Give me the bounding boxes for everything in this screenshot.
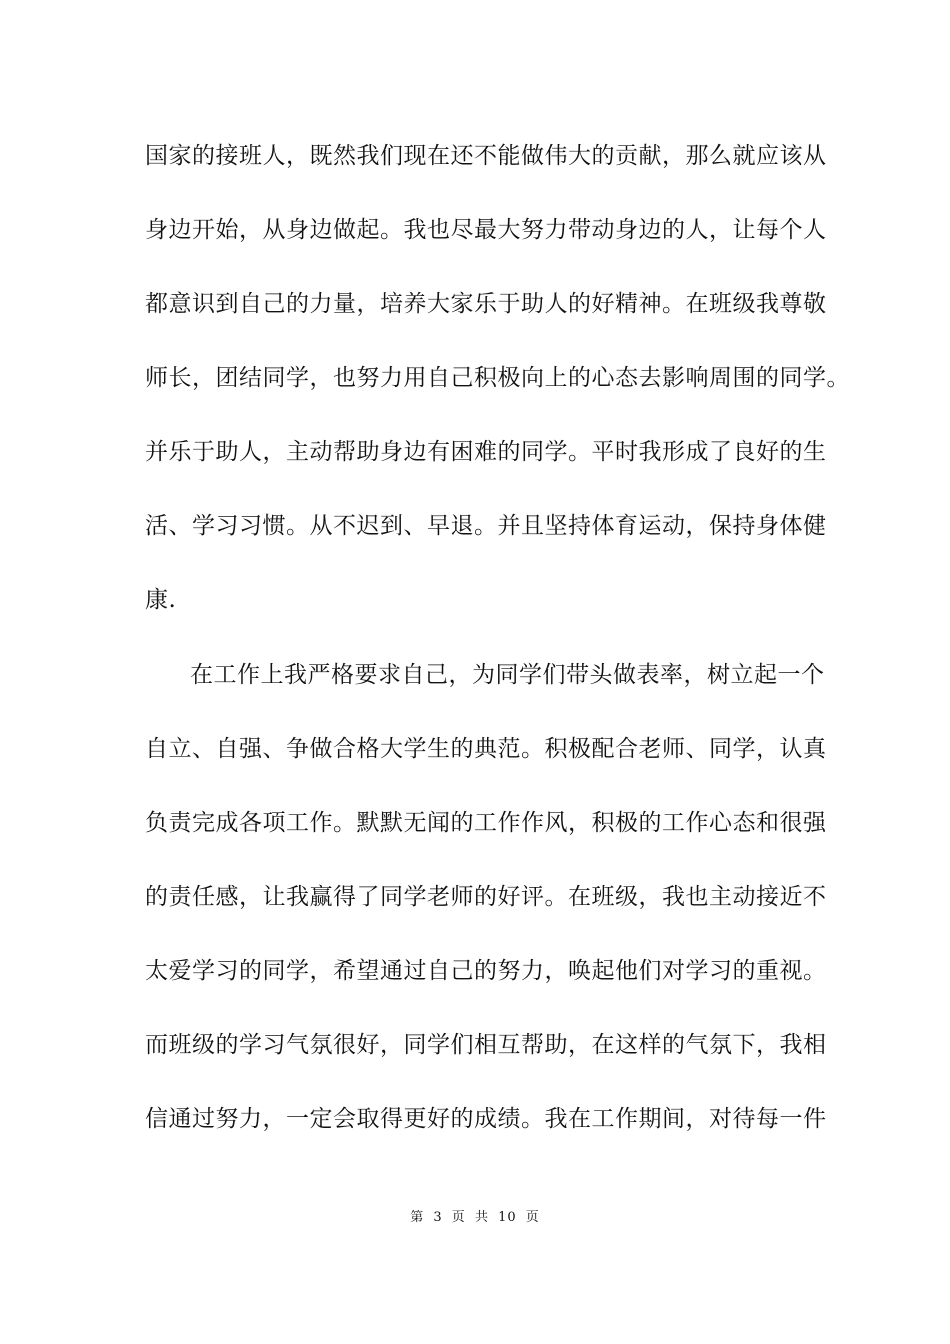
text-line: 并乐于助人，主动帮助身边有困难的同学。平时我形成了良好的生 (145, 439, 827, 465)
text-line: 都意识到自己的力量，培养大家乐于助人的好精神。在班级我尊敬 (145, 291, 827, 317)
footer-page-word: 页 (451, 1210, 466, 1225)
text-line: 太爱学习的同学，希望通过自己的努力，唤起他们对学习的重视。 (145, 958, 827, 984)
text-line: 活、学习习惯。从不迟到、早退。并且坚持体育运动，保持身体健 (145, 513, 827, 539)
text-line: 康. (145, 587, 177, 613)
current-page-number: 3 (433, 1210, 443, 1225)
text-line: 师长，团结同学，也努力用自己积极向上的心态去影响周围的同学。 (145, 365, 850, 391)
text-line: 自立、自强、争做合格大学生的典范。积极配合老师、同学，认真 (145, 736, 827, 762)
footer-prefix: 第 (410, 1210, 425, 1225)
text-line: 身边开始，从身边做起。我也尽最大努力带动身边的人，让每个人 (145, 217, 827, 243)
page-footer (0, 1209, 950, 1227)
text-line: 负责完成各项工作。默默无闻的工作作风，积极的工作心态和很强 (145, 810, 827, 836)
footer-suffix: 页 (525, 1210, 540, 1225)
footer-total-word: 共 (474, 1210, 489, 1225)
text-line: 的责任感，让我赢得了同学老师的好评。在班级，我也主动接近不 (145, 884, 827, 910)
paragraph-start-line: 在工作上我严格要求自己，为同学们带头做表率，树立起一个 (190, 662, 825, 688)
text-line: 而班级的学习气氛很好，同学们相互帮助，在这样的气氛下，我相 (145, 1032, 827, 1058)
text-line: 信通过努力，一定会取得更好的成绩。我在工作期间，对待每一件 (145, 1106, 827, 1132)
text-line: 国家的接班人，既然我们现在还不能做伟大的贡献，那么就应该从 (145, 143, 827, 169)
total-pages-number: 10 (498, 1210, 517, 1225)
